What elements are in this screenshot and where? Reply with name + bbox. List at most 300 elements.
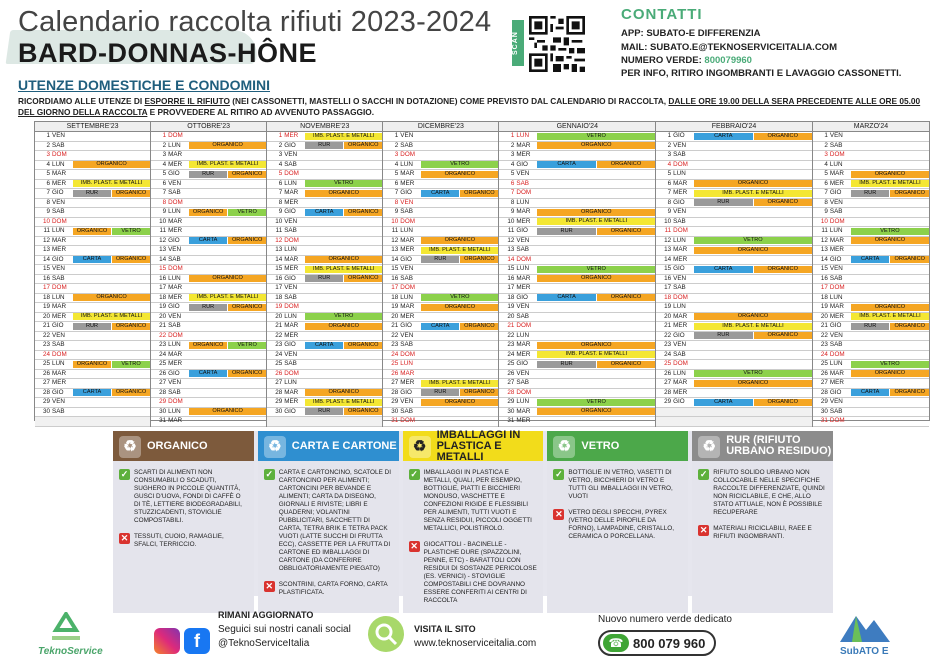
day-number: 26: [507, 369, 515, 377]
collection-badges: [421, 304, 498, 311]
weekday: DOM: [168, 198, 183, 206]
collection-badges: [305, 256, 382, 263]
weekday: GIO: [52, 388, 64, 396]
collection-badge: ORGANICO: [754, 332, 812, 339]
day-row: [499, 341, 655, 351]
day-row: [383, 189, 498, 199]
day-row: [656, 417, 812, 427]
day-row: [499, 161, 655, 171]
collection-badges: [537, 294, 655, 301]
weekday: DOM: [516, 322, 532, 329]
collection-badges: [851, 370, 929, 377]
legend-text: CARTA E CARTONCINO, SCATOLE DI CARTONCINO PER ALIMENTI; CARTONCINI PER BEVANDE E ALIMENTI; CARTA DA DISEGNO, GIORNALI E RIVISTE; LIBRI E QUADERNI; VOLANTINI PUBBLICITARI, SACCHETTI DI CARTA, TETRA BRIK E TETRA PACK VUOTI (LATTE SUCCHI DI FRUTTA ECC), CASSETTE PER LA FRUTTA DI CARTONE ED IMBALLAGGI DI CARTONE (DA CONFERIRE OBBLIGATORIAMENTE PIEGATO): [278, 469, 392, 572]
collection-badges: [421, 399, 498, 406]
collection-badges: [305, 399, 382, 406]
day-number: 23: [42, 341, 50, 348]
day-row: [35, 322, 150, 332]
collection-badges: [537, 209, 655, 216]
day-row: [151, 151, 266, 161]
weekday: VEN: [673, 274, 687, 282]
month-column: [813, 122, 929, 427]
weekday: MAR: [829, 303, 844, 310]
phone-number[interactable]: 800079960: [704, 55, 752, 66]
weekday: VEN: [400, 398, 414, 405]
day-number: 19: [391, 303, 399, 310]
day-row: [383, 332, 498, 342]
day-number: 10: [275, 217, 283, 225]
day-number: 2: [46, 141, 50, 149]
site-url[interactable]: www.teknoserviceitalia.com: [414, 638, 537, 649]
weekday: SAB: [829, 141, 843, 149]
day-number: 15: [275, 265, 283, 272]
collection-badge: ORGANICO: [421, 399, 498, 406]
day-row: [267, 180, 382, 190]
legend-header: [403, 428, 544, 463]
qr-code[interactable]: [529, 16, 585, 72]
day-row: [656, 351, 812, 361]
collection-badge: RUR: [421, 389, 459, 396]
weekday: SAB: [52, 341, 65, 348]
day-number: 8: [162, 198, 167, 206]
collection-badge: ORGANICO: [228, 237, 266, 244]
day-number: 21: [820, 322, 828, 329]
weekday: MER: [673, 189, 688, 196]
weekday: GIO: [516, 360, 528, 367]
collection-badges: [694, 180, 812, 187]
weekday: MER: [829, 312, 844, 320]
weekday: DOM: [284, 303, 299, 310]
weekday: GIO: [673, 198, 685, 206]
collection-badges: [73, 323, 150, 330]
day-number: 13: [664, 246, 672, 253]
day-number: 20: [820, 312, 828, 320]
collection-badge: RUR: [189, 304, 227, 311]
glass-bottle-icon: ♻: [553, 436, 575, 458]
day-number: 9: [46, 208, 50, 215]
day-row: [151, 294, 266, 304]
weekday: MAR: [829, 236, 844, 244]
collection-badge: ORGANICO: [694, 380, 812, 387]
weekday: VEN: [829, 198, 843, 206]
collection-badge: VETRO: [305, 313, 382, 320]
collection-badge: CARTA: [189, 237, 227, 244]
weekday: MAR: [516, 341, 531, 348]
scan-label: SCAN: [512, 20, 524, 66]
weekday: DOM: [52, 151, 67, 158]
weekday: DOM: [673, 160, 688, 168]
forbidden-items: [264, 581, 393, 597]
day-number: 31: [820, 417, 828, 424]
day-number: 26: [664, 369, 672, 377]
day-row: [267, 208, 382, 218]
weekday: LUN: [516, 398, 530, 405]
day-row: [499, 199, 655, 209]
contacts-title: CONTATTI: [621, 6, 703, 23]
day-number: 22: [42, 331, 50, 339]
day-number: 29: [391, 398, 399, 405]
day-row: [383, 294, 498, 304]
day-row: [35, 256, 150, 266]
day-row: [499, 370, 655, 380]
waste-legend: [113, 428, 833, 604]
day-row: [267, 132, 382, 142]
day-row: [656, 379, 812, 389]
collection-badges: [305, 342, 382, 349]
day-number: 12: [391, 236, 399, 244]
day-number: 2: [510, 141, 515, 149]
weekday: SAB: [168, 388, 181, 396]
day-row: [499, 408, 655, 418]
social-title: RIMANI AGGIORNATO: [218, 610, 314, 620]
day-row: [151, 341, 266, 351]
search-icon[interactable]: [368, 616, 404, 652]
day-row: [151, 370, 266, 380]
weekday: LUN: [168, 274, 181, 282]
day-number: 11: [664, 227, 672, 234]
day-number: 29: [159, 398, 167, 405]
weekday: MER: [829, 246, 844, 253]
collection-badge: ORGANICO: [228, 304, 266, 311]
weekday: MAR: [168, 284, 183, 291]
day-row: [813, 332, 929, 342]
day-number: 11: [43, 227, 50, 234]
weekday: GIO: [284, 407, 296, 415]
trash-bag-icon: ♻: [698, 436, 720, 458]
day-row: [267, 351, 382, 361]
weekday: VEN: [829, 398, 843, 405]
collection-badges: [189, 294, 266, 301]
month-header: SETTEMBRE'23: [35, 122, 150, 132]
day-number: 26: [820, 369, 828, 377]
day-number: 14: [42, 255, 50, 263]
day-row: [656, 265, 812, 275]
collection-badge: RUR: [694, 199, 752, 206]
day-row: [151, 389, 266, 399]
day-row: [656, 142, 812, 152]
collection-badge: RUR: [537, 361, 595, 368]
day-row: [813, 218, 929, 228]
collection-badge: ORGANICO: [694, 247, 812, 254]
day-row: [813, 351, 929, 361]
collection-badge: CARTA: [694, 133, 752, 140]
weekday: LUN: [673, 170, 686, 177]
weekday: MAR: [284, 322, 299, 329]
day-row: [151, 313, 266, 323]
legend-title: IMBALLAGGI IN PLASTICA E METALLI: [436, 428, 521, 463]
day-row: [656, 370, 812, 380]
day-row: [35, 389, 150, 399]
weekday: SAB: [829, 208, 843, 215]
day-number: 15: [391, 265, 399, 272]
facebook-icon[interactable]: f: [184, 628, 210, 654]
collection-badges: [537, 342, 655, 349]
day-number: 24: [391, 350, 399, 358]
day-number: 16: [391, 274, 399, 282]
collection-badge: VETRO: [228, 209, 266, 216]
day-row: [151, 208, 266, 218]
day-number: 7: [394, 189, 399, 196]
weekday: GIO: [400, 322, 412, 329]
day-number: 9: [510, 208, 515, 215]
day-row: [656, 408, 812, 418]
weekday: VEN: [284, 151, 298, 158]
cross-icon: ✕: [699, 525, 708, 535]
day-row: [35, 398, 150, 408]
weekday: MAR: [829, 369, 844, 377]
collection-badges: [305, 209, 382, 216]
day-row: [35, 189, 150, 199]
collection-badges: [537, 228, 655, 235]
day-row: [813, 294, 929, 304]
month-column: [499, 122, 656, 427]
weekday: LUN: [168, 341, 181, 348]
day-row: [35, 161, 150, 171]
day-row: [813, 284, 929, 294]
weekday: SAB: [673, 284, 686, 291]
collection-badges: [305, 275, 382, 282]
weekday: MAR: [168, 350, 183, 358]
collection-badge: ORGANICO: [890, 323, 929, 330]
social-handle[interactable]: @TeknoServiceItalia: [218, 638, 310, 649]
day-number: 11: [821, 227, 828, 234]
day-number: 31: [159, 417, 167, 424]
day-number: 8: [46, 198, 50, 206]
day-number: 5: [46, 170, 50, 177]
collection-badges: [421, 380, 498, 387]
day-number: 10: [507, 217, 515, 225]
contact-mail[interactable]: MAIL: SUBATO.E@TEKNOSERVICEITALIA.COM: [621, 42, 837, 53]
day-row: [267, 218, 382, 228]
day-row: [813, 360, 929, 370]
day-row: [383, 351, 498, 361]
collection-badges: [537, 399, 655, 406]
weekday: MAR: [673, 179, 688, 187]
instagram-icon[interactable]: [154, 628, 180, 654]
day-number: 15: [42, 265, 50, 272]
day-row: [383, 151, 498, 161]
collection-badge: ORGANICO: [73, 161, 150, 168]
weekday: SAB: [52, 208, 65, 215]
collection-badge: ORGANICO: [305, 190, 382, 197]
day-number: 10: [664, 217, 672, 225]
day-row: [656, 303, 812, 313]
day-row: [656, 199, 812, 209]
day-row: [656, 341, 812, 351]
weekday: MER: [516, 284, 531, 291]
weekday: MER: [400, 379, 415, 386]
day-row: [656, 132, 812, 142]
day-row: [813, 275, 929, 285]
weekday: DOM: [673, 227, 688, 234]
subato-logo-text: SubATO E: [840, 646, 889, 657]
weekday: DOM: [516, 255, 532, 263]
day-number: 30: [275, 407, 283, 415]
weekday: GIO: [400, 189, 412, 196]
contact-phone: NUMERO VERDE: 800079960: [621, 55, 752, 66]
weekday: LUN: [52, 293, 65, 301]
collection-badge: ORGANICO: [189, 142, 266, 149]
weekday: MER: [400, 179, 415, 187]
day-row: [383, 199, 498, 209]
bottle-icon: ♻: [409, 436, 431, 458]
day-number: 6: [824, 179, 828, 187]
day-number: 17: [391, 284, 399, 291]
day-number: 12: [820, 236, 828, 244]
legend-text: RIFIUTO SOLIDO URBANO NON COLLOCABILE NELLE SPECIFICHE RACCOLTE DIFFERENZIATE, QUINDI NON RICICLABILE, E CHE, ALLO STATO ATTUALE, NON È POSSIBILE RECUPERARE: [713, 469, 825, 516]
day-row: [499, 132, 655, 142]
apple-core-icon: ♻: [119, 436, 141, 458]
day-row: [383, 218, 498, 228]
collection-badge: RUR: [189, 171, 227, 178]
day-row: [35, 370, 150, 380]
day-number: 24: [820, 350, 828, 358]
weekday: SAB: [284, 293, 297, 301]
day-row: [383, 161, 498, 171]
collection-badge: VETRO: [228, 342, 266, 349]
day-row: [813, 408, 929, 418]
day-row: [151, 417, 266, 427]
weekday: DOM: [400, 417, 415, 424]
collection-badges: [694, 323, 812, 330]
collection-badge: IMB. PLAST. E METALLI: [305, 133, 382, 140]
day-row: [813, 170, 929, 180]
day-row: [35, 208, 150, 218]
toll-free-badge[interactable]: [598, 630, 716, 656]
day-row: [151, 170, 266, 180]
collection-badges: [537, 275, 655, 282]
day-number: 17: [664, 284, 672, 291]
day-number: 25: [507, 360, 515, 367]
day-number: 12: [42, 236, 50, 244]
day-number: 7: [278, 189, 283, 196]
weekday: LUN: [673, 236, 686, 244]
weekday: SAB: [284, 227, 297, 234]
collection-badge: ORGANICO: [344, 209, 382, 216]
day-row: [813, 132, 929, 142]
weekday: MER: [168, 293, 183, 301]
weekday: SAB: [168, 322, 181, 329]
weekday: SAB: [829, 341, 843, 348]
collection-badge: CARTA: [851, 256, 890, 263]
legend-header: [692, 431, 833, 461]
legend-text: IMBALLAGGI IN PLASTICA E METALLI, QUALI, PER ESEMPIO, BOTTIGLIE, PIATTI E BICCHIERI MONOUSO, VASCHETTE E CONFEZIONI RIGIDE E FLESSIBILI PER ALIMENTI, TUTTI VUOTI E SENZA RESIDUI, PICCOLI OGGETTI METALLICI, POLISTIROLO.: [423, 469, 532, 532]
collection-badge: VETRO: [537, 266, 655, 273]
day-number: 21: [42, 322, 50, 329]
day-row: [383, 208, 498, 218]
day-number: 1: [162, 132, 167, 139]
day-number: 20: [42, 312, 50, 320]
check-icon: ✓: [699, 469, 708, 479]
collection-badge: ORGANICO: [460, 256, 498, 263]
day-number: 18: [159, 293, 167, 301]
day-row: [656, 189, 812, 199]
weekday: LUN: [829, 227, 843, 234]
day-number: 5: [278, 170, 283, 177]
weekday: MAR: [52, 170, 66, 177]
forbidden-items: [553, 509, 682, 541]
weekday: DOM: [400, 151, 415, 158]
contact-info: PER INFO, RITIRO INGOMBRANTI E LAVAGGIO CASSONETTI.: [621, 68, 902, 79]
day-number: 1: [278, 132, 283, 139]
collection-badge: ORGANICO: [305, 389, 382, 396]
collection-badge: ORGANICO: [537, 209, 655, 216]
weekday: GIO: [673, 398, 685, 405]
collection-badge: ORGANICO: [597, 294, 655, 301]
day-row: [151, 218, 266, 228]
day-number: 24: [275, 350, 283, 358]
day-row: [267, 151, 382, 161]
collection-badge: VETRO: [851, 228, 929, 235]
day-number: 6: [162, 179, 167, 187]
day-number: 17: [507, 284, 515, 291]
day-row: [656, 284, 812, 294]
collection-badges: [305, 408, 382, 415]
weekday: GIO: [400, 255, 412, 263]
collection-badge: ORGANICO: [537, 408, 655, 415]
collection-badge: ORGANICO: [754, 199, 812, 206]
day-row: [383, 389, 498, 399]
month-header: FEBBRAIO'24: [656, 122, 812, 132]
weekday: SAB: [829, 407, 843, 415]
day-number: 12: [159, 236, 167, 244]
day-row: [35, 246, 150, 256]
day-row: [383, 370, 498, 380]
weekday: LUN: [516, 132, 530, 139]
collection-badges: [537, 161, 655, 168]
collection-badges: [537, 142, 655, 149]
day-row: [656, 208, 812, 218]
day-row: [151, 246, 266, 256]
collection-badges: [537, 408, 655, 415]
collection-badges: [421, 294, 498, 301]
weekday: MAR: [400, 303, 415, 310]
day-number: 11: [391, 227, 399, 234]
collection-badge: ORGANICO: [460, 389, 498, 396]
day-number: 1: [510, 132, 515, 139]
collection-badge: ORGANICO: [851, 171, 929, 178]
collection-badge: CARTA: [694, 266, 752, 273]
collection-badge: ORGANICO: [597, 361, 655, 368]
day-number: 24: [159, 350, 167, 358]
day-number: 2: [394, 141, 399, 149]
day-row: [813, 161, 929, 171]
day-row: [499, 389, 655, 399]
collection-badge: VETRO: [851, 361, 929, 368]
day-row: [267, 303, 382, 313]
weekday: MER: [829, 379, 844, 386]
weekday: VEN: [284, 350, 298, 358]
weekday: LUN: [52, 360, 65, 367]
day-row: [151, 284, 266, 294]
collection-badges: [421, 190, 498, 197]
weekday: SAB: [284, 160, 297, 168]
weekday: SAB: [516, 246, 530, 253]
collection-badge: VETRO: [112, 361, 150, 368]
weekday: LUN: [400, 160, 413, 168]
day-number: 10: [42, 217, 50, 225]
day-number: 1: [667, 132, 672, 139]
day-row: [813, 417, 929, 427]
collection-badge: IMB. PLAST. E METALLI: [421, 247, 498, 254]
day-row: [35, 132, 150, 142]
collection-badge: ORGANICO: [460, 190, 498, 197]
weekday: LUN: [516, 198, 530, 206]
weekday: DOM: [673, 360, 688, 367]
collection-badges: [189, 171, 266, 178]
weekday: SAB: [52, 141, 65, 149]
weekday: SAB: [400, 407, 413, 415]
day-number: 18: [820, 293, 828, 301]
